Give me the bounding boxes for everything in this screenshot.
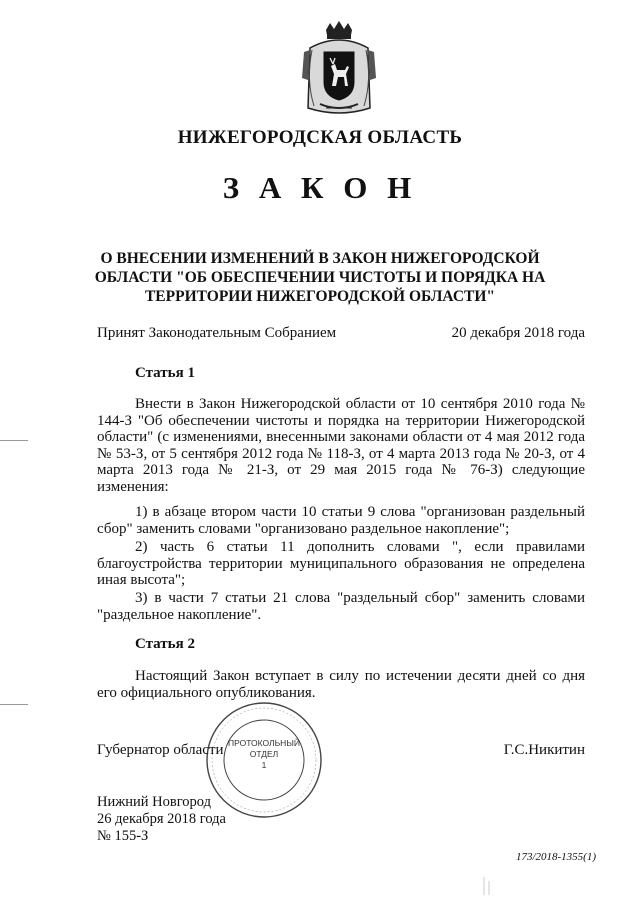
- law-subject: [90, 249, 550, 306]
- adoption-date: 20 декабря 2018 года: [451, 325, 585, 341]
- article-1-item-2: 2) часть 6 статьи 11 дополнить словами ", если правилами благоустройства территории муниципального образования не определена иная высота";: [97, 539, 585, 589]
- registration-number: 173/2018-1355(1): [515, 851, 596, 863]
- region-title: НИЖЕГОРОДСКАЯ ОБЛАСТЬ: [177, 127, 463, 148]
- stamp-line: ОТДЕЛ: [249, 749, 279, 759]
- document-type-title: З А К О Н: [222, 170, 418, 205]
- subject-line: ТЕРРИТОРИИ НИЖЕГОРОДСКОЙ ОБЛАСТИ": [144, 288, 496, 305]
- stamp-line: 1: [261, 760, 267, 770]
- article-2-heading: Статья 2: [135, 636, 195, 652]
- scan-edge-mark: [0, 440, 28, 441]
- article-2-text: Настоящий Закон вступает в силу по истечении десяти дней со дня его официального опубликования.: [97, 668, 585, 701]
- stamp-line: ПРОТОКОЛЬНЫЙ: [228, 738, 300, 748]
- stamp-text: [218, 738, 310, 771]
- scan-edge-mark: [0, 704, 28, 705]
- place-date-number: [97, 794, 226, 845]
- place-line: Нижний Новгород: [97, 794, 212, 810]
- place-line: 26 декабря 2018 года: [97, 811, 226, 827]
- subject-line: О ВНЕСЕНИИ ИЗМЕНЕНИЙ В ЗАКОН НИЖЕГОРОДСКОЙ: [100, 250, 540, 267]
- signer-name: Г.С.Никитин: [503, 742, 585, 758]
- signer-position: Губернатор области: [97, 742, 224, 758]
- article-1-heading: Статья 1: [135, 365, 195, 381]
- coat-of-arms-icon: [296, 20, 382, 118]
- article-1-intro: Внести в Закон Нижегородской области от 10 сентября 2010 года № 144-З "Об обеспечении чистоты и порядка на территории Нижегородской области" (с изменениями, внесенными законами области от 4 мая 2012 года № 53-З, от 5 сентября 2012 года № 118-З, от 4 марта 2013 года № 20-З, от 4 марта 2013 года № 21-З, от 29 мая 2015 года № 76-З) следующие изменения:: [97, 396, 585, 495]
- adoption-text: Принят Законодательным Собранием: [97, 325, 337, 341]
- subject-line: ОБЛАСТИ "ОБ ОБЕСПЕЧЕНИИ ЧИСТОТЫ И ПОРЯДКА НА: [94, 269, 546, 286]
- article-1-item-3: 3) в части 7 статьи 21 слова "раздельный сбор" заменить словами "раздельное накопление".: [97, 590, 585, 623]
- place-line: № 155-З: [97, 828, 149, 844]
- scan-artifact: [480, 875, 500, 897]
- article-1-item-1: 1) в абзаце втором части 10 статьи 9 слова "организован раздельный сбор" заменить словами "организовано раздельное накопление";: [97, 504, 585, 537]
